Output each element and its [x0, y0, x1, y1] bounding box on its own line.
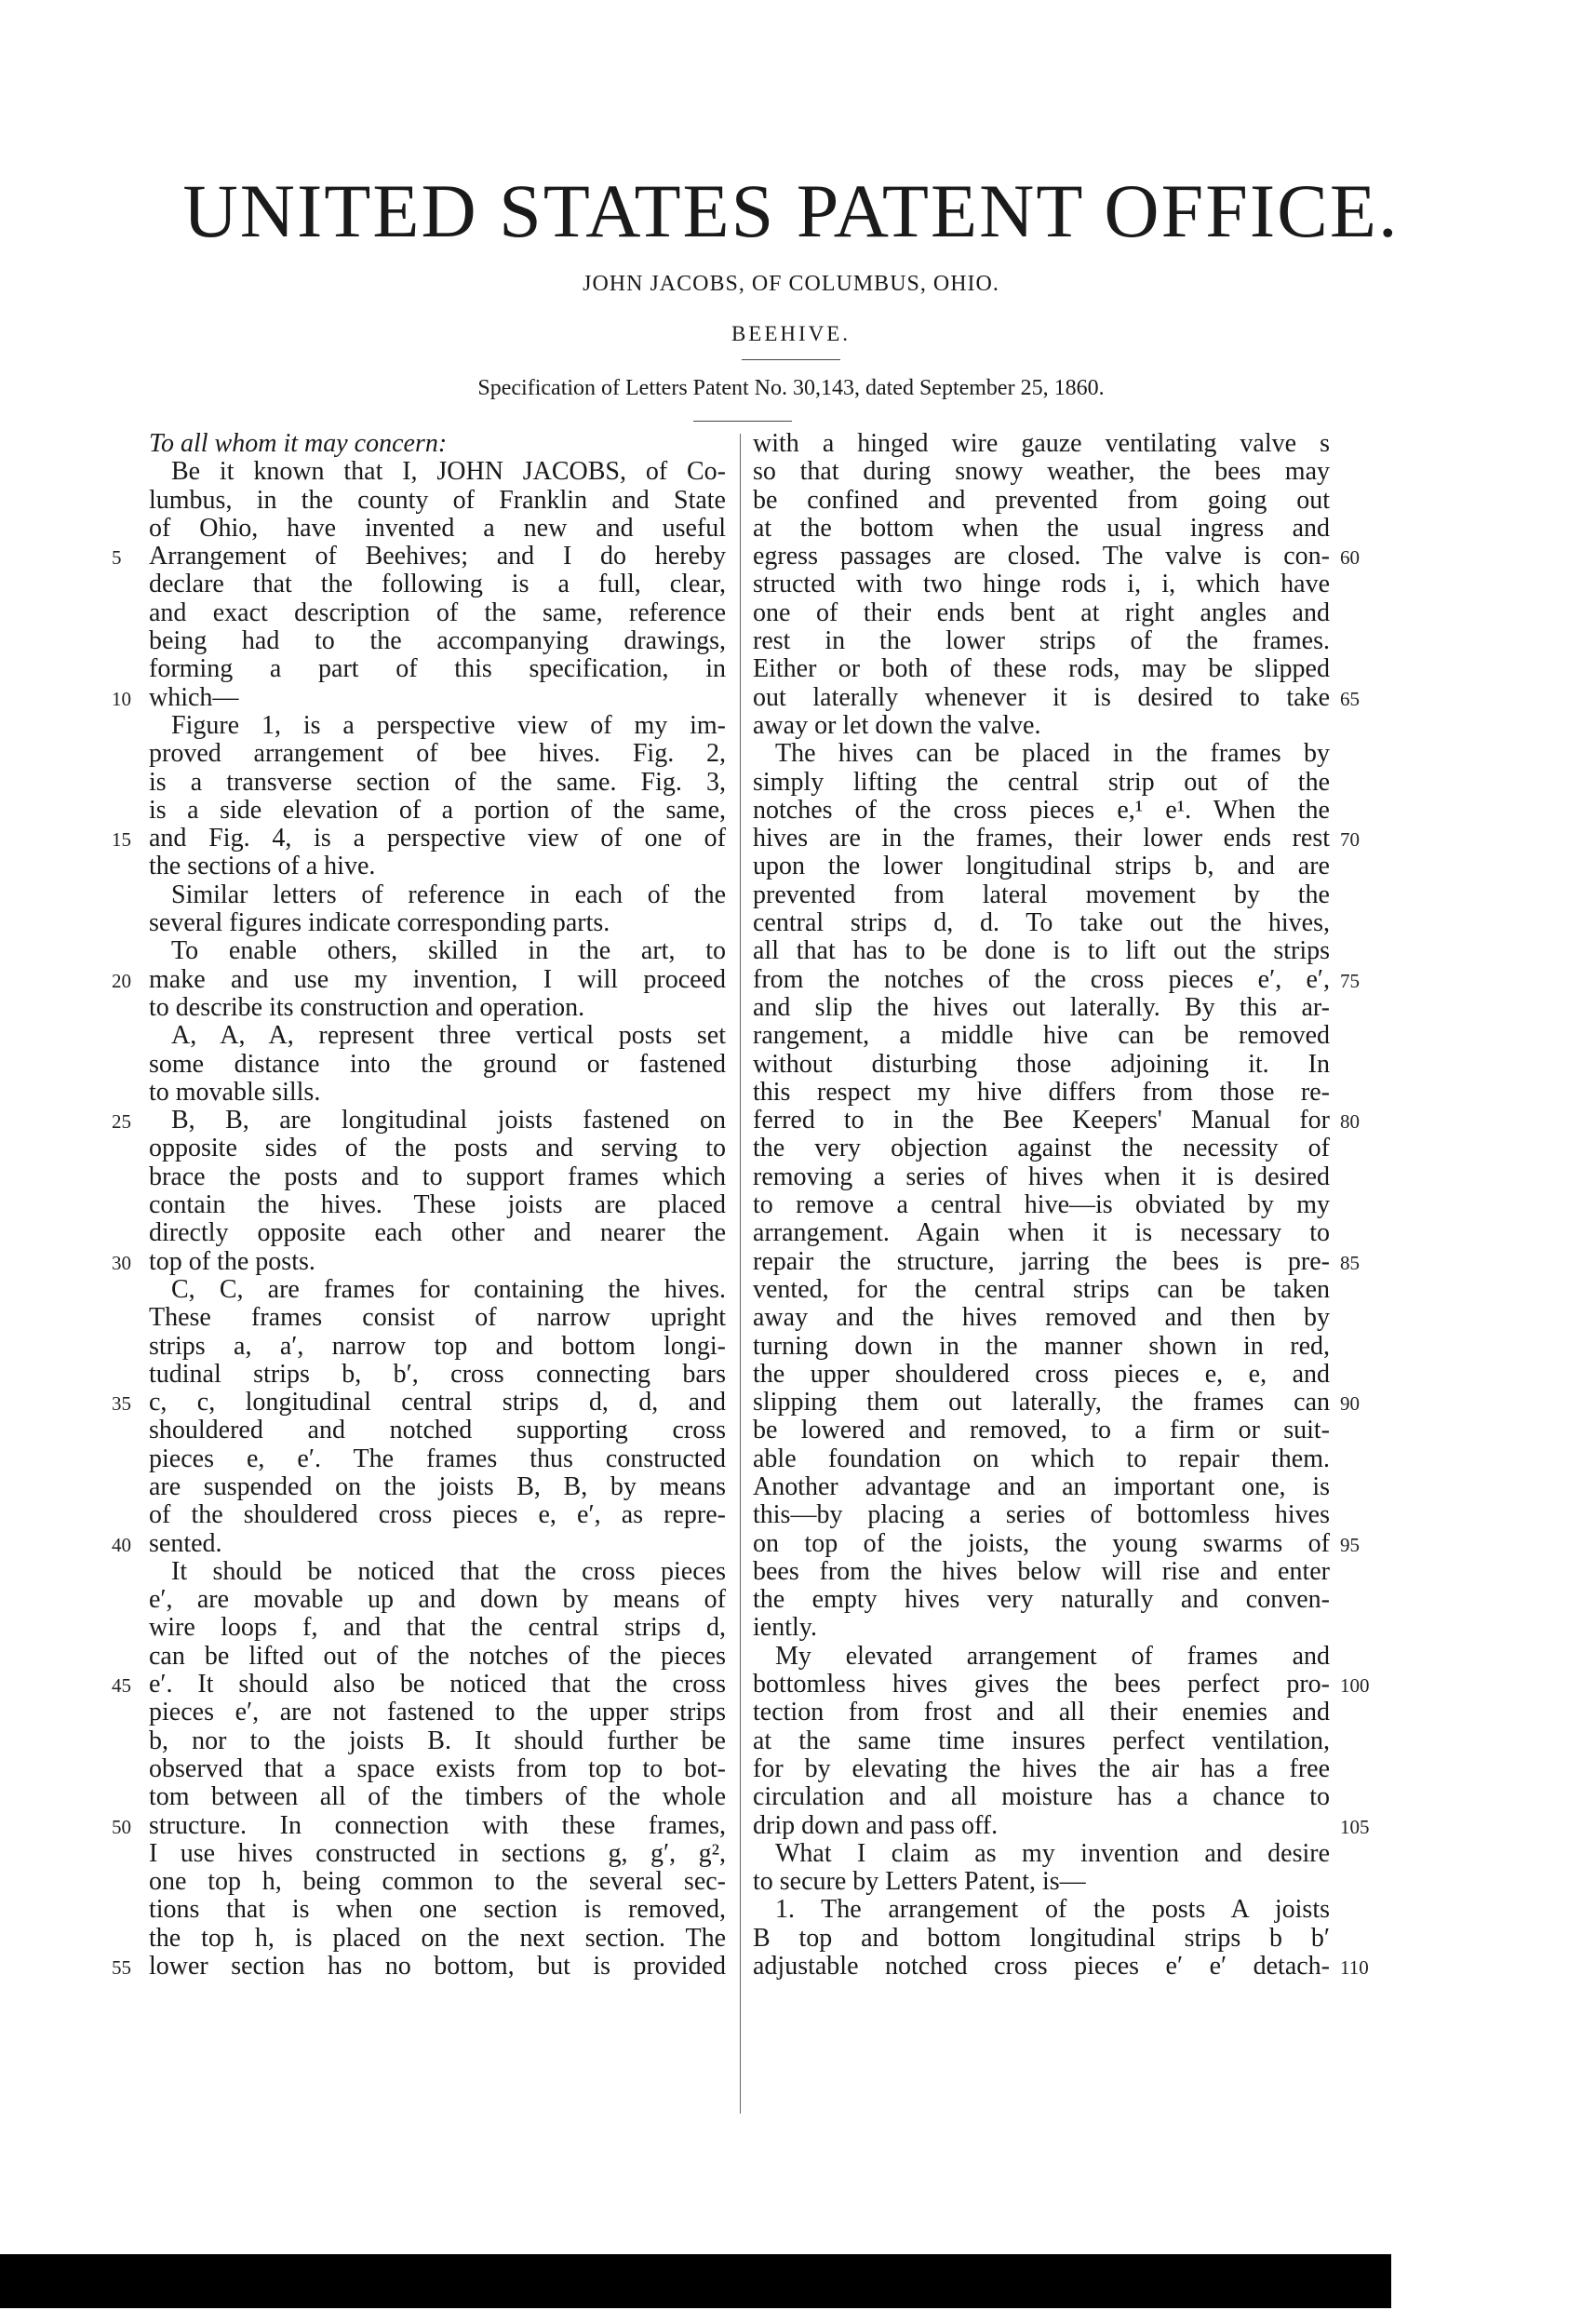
line-number: 10 [112, 687, 131, 710]
text-line: b, nor to the joists B. It should further be [149, 1726, 726, 1755]
office-title: UNITED STATES PATENT OFFICE. [182, 168, 1400, 253]
text-line: which— [149, 682, 239, 712]
text-line: of the shouldered cross pieces e, e′, as repre- [149, 1500, 726, 1530]
text-line: notches of the cross pieces e,¹ e¹. When the [753, 795, 1330, 825]
text-line: is a transverse section of the same. Fig. 3, [149, 767, 726, 797]
text-line: bottomless hives gives the bees perfect pro- [753, 1670, 1330, 1699]
line-number: 105 [1340, 1815, 1370, 1838]
text-line: repair the structure, jarring the bees is pre- [753, 1246, 1330, 1276]
text-line: drip down and pass off. [753, 1810, 999, 1840]
text-line: lumbus, in the county of Franklin and State [149, 485, 726, 515]
text-line: on top of the joists, the young swarms of [753, 1528, 1330, 1558]
line-number: 70 [1340, 828, 1360, 852]
line-number: 75 [1340, 969, 1360, 992]
text-line: To all whom it may concern: [149, 429, 448, 458]
invention-subject: BEEHIVE. [731, 322, 851, 345]
text-line: slipping them out laterally, the frames can [753, 1388, 1330, 1417]
text-line: able foundation on which to repair them. [753, 1444, 1330, 1473]
text-line: away or let down the valve. [753, 710, 1041, 740]
text-line: out laterally whenever it is desired to take [753, 682, 1330, 712]
text-line: the top h, is placed on the next section. The [149, 1923, 726, 1953]
text-line: These frames consist of narrow upright [149, 1303, 726, 1333]
text-line: observed that a space exists from top to bot- [149, 1753, 726, 1783]
text-line: make and use my invention, I will proceed [149, 964, 726, 994]
text-line: structure. In connection with these frames, [149, 1810, 726, 1840]
text-line: opposite sides of the posts and serving to [149, 1134, 726, 1163]
text-line: I use hives constructed in sections g, g′, g², [149, 1838, 726, 1868]
text-line: To enable others, skilled in the art, to [171, 936, 726, 966]
line-number: 100 [1340, 1674, 1370, 1698]
text-line: Arrangement of Beehives; and I do hereby [149, 542, 726, 571]
line-number: 65 [1340, 687, 1360, 710]
text-line: C, C, are frames for containing the hives. [171, 1274, 726, 1304]
text-line: A, A, A, represent three vertical posts set [171, 1021, 726, 1051]
text-line: are suspended on the joists B, B, by means [149, 1471, 726, 1501]
line-number: 30 [112, 1251, 131, 1274]
inventor-line: JOHN JACOBS, OF COLUMBUS, OHIO. [583, 272, 999, 296]
text-line: with a hinged wire gauze ventilating valve s [753, 429, 1330, 458]
text-line: the upper shouldered cross pieces e, e, and [753, 1359, 1330, 1389]
text-line: at the bottom when the usual ingress and [753, 513, 1330, 543]
text-line: The hives can be placed in the frames by [775, 739, 1330, 769]
text-line: bees from the hives below will rise and enter [753, 1556, 1330, 1586]
divider-rule [693, 421, 792, 422]
text-line: Similar letters of reference in each of the [171, 880, 726, 909]
text-line: arrangement. Again when it is necessary to [753, 1218, 1330, 1248]
text-line: Another advantage and an important one, is [753, 1471, 1330, 1501]
line-number: 40 [112, 1533, 131, 1556]
text-line: sented. [149, 1528, 222, 1558]
text-line: egress passages are closed. The valve is con- [753, 542, 1330, 571]
text-line: strips a, a′, narrow top and bottom longi- [149, 1331, 726, 1361]
text-line: 1. The arrangement of the posts A joists [775, 1895, 1330, 1925]
text-line: central strips d, d. To take out the hives, [753, 908, 1330, 938]
text-line: declare that the following is a full, clear, [149, 570, 726, 599]
text-line: iently. [753, 1613, 817, 1643]
text-line: one of their ends bent at right angles and [753, 598, 1330, 627]
text-line: wire loops f, and that the central strips d, [149, 1613, 726, 1643]
text-line: away and the hives removed and then by [753, 1303, 1330, 1333]
text-line: e′. It should also be noticed that the cross [149, 1670, 726, 1699]
text-line: rest in the lower strips of the frames. [753, 626, 1330, 656]
text-line: pieces e′, are not fastened to the upper strips [149, 1698, 726, 1727]
text-line: be confined and prevented from going out [753, 485, 1330, 515]
text-line: Either or both of these rods, may be slipped [753, 654, 1330, 684]
text-line: without disturbing those adjoining it. In [753, 1049, 1330, 1079]
text-line: the sections of a hive. [149, 852, 376, 881]
text-line: being had to the accompanying drawings, [149, 626, 726, 656]
text-line: c, c, longitudinal central strips d, d, and [149, 1388, 726, 1417]
text-line: one top h, being common to the several sec- [149, 1867, 726, 1897]
text-line: turning down in the manner shown in red, [753, 1331, 1330, 1361]
text-line: this respect my hive differs from those re- [753, 1077, 1330, 1107]
text-line: tom between all of the timbers of the whole [149, 1782, 726, 1812]
line-number: 35 [112, 1392, 131, 1416]
text-line: brace the posts and to support frames which [149, 1162, 726, 1191]
text-line: from the notches of the cross pieces e′, e′, [753, 964, 1330, 994]
text-line: directly opposite each other and nearer the [149, 1218, 726, 1248]
text-line: to remove a central hive—is obviated by my [753, 1190, 1330, 1220]
right-text-column [753, 430, 1330, 1981]
text-line: Figure 1, is a perspective view of my im- [171, 710, 726, 740]
text-line: What I claim as my invention and desire [775, 1838, 1330, 1868]
text-line: to secure by Letters Patent, is— [753, 1867, 1086, 1897]
left-text-column [149, 430, 726, 1981]
text-line: rangement, a middle hive can be removed [753, 1021, 1330, 1051]
text-line: all that has to be done is to lift out the strips [753, 936, 1330, 966]
line-number: 85 [1340, 1251, 1360, 1274]
text-line: prevented from lateral movement by the [753, 880, 1330, 909]
divider-rule [742, 359, 840, 360]
text-line: adjustable notched cross pieces e′ e′ detach- [753, 1952, 1330, 1981]
text-line: structed with two hinge rods i, i, which have [753, 570, 1330, 599]
text-line: It should be noticed that the cross pieces [171, 1556, 726, 1586]
line-number: 95 [1340, 1533, 1360, 1556]
text-line: B top and bottom longitudinal strips b b′ [753, 1923, 1330, 1953]
scan-bottom-bar [0, 2254, 1391, 2308]
line-number: 55 [112, 1956, 131, 1980]
line-number: 110 [1340, 1956, 1369, 1980]
text-line: tudinal strips b, b′, cross connecting bars [149, 1359, 726, 1389]
line-number: 25 [112, 1110, 131, 1134]
text-line: e′, are movable up and down by means of [149, 1585, 726, 1615]
text-line: and slip the hives out laterally. By this ar- [753, 992, 1330, 1022]
text-line: B, B, are longitudinal joists fastened on [171, 1106, 726, 1135]
column-divider [740, 434, 741, 2114]
text-line: and exact description of the same, reference [149, 598, 726, 627]
text-line: the empty hives very naturally and conven- [753, 1585, 1330, 1615]
line-number: 60 [1340, 546, 1360, 570]
text-line: be lowered and removed, to a firm or suit- [753, 1416, 1330, 1445]
text-line: top of the posts. [149, 1246, 315, 1276]
line-number: 90 [1340, 1392, 1360, 1416]
text-line: of Ohio, have invented a new and useful [149, 513, 726, 543]
text-line: ferred to in the Bee Keepers' Manual for [753, 1106, 1330, 1135]
text-line: shouldered and notched supporting cross [149, 1416, 726, 1445]
text-line: tions that is when one section is removed, [149, 1895, 726, 1925]
text-line: forming a part of this specification, in [149, 654, 726, 684]
text-line: My elevated arrangement of frames and [775, 1641, 1330, 1671]
text-line: simply lifting the central strip out of the [753, 767, 1330, 797]
text-line: circulation and all moisture has a chance to [753, 1782, 1330, 1812]
text-line: hives are in the frames, their lower ends rest [753, 824, 1330, 853]
text-line: so that during snowy weather, the bees may [753, 457, 1330, 487]
line-number: 50 [112, 1815, 131, 1838]
text-line: upon the lower longitudinal strips b, and are [753, 852, 1330, 881]
text-line: to movable sills. [149, 1077, 321, 1107]
text-line: pieces e, e′. The frames thus constructed [149, 1444, 726, 1473]
text-line: some distance into the ground or fastened [149, 1049, 726, 1079]
line-number: 5 [112, 546, 122, 570]
text-line: several figures indicate corresponding parts. [149, 908, 610, 938]
text-line: removing a series of hives when it is desired [753, 1162, 1330, 1191]
text-line: the very objection against the necessity of [753, 1134, 1330, 1163]
text-line: is a side elevation of a portion of the same, [149, 795, 726, 825]
text-line: tection from frost and all their enemies and [753, 1698, 1330, 1727]
text-line: can be lifted out of the notches of the pieces [149, 1641, 726, 1671]
text-line: to describe its construction and operation. [149, 992, 585, 1022]
text-line: contain the hives. These joists are placed [149, 1190, 726, 1220]
text-line: Be it known that I, JOHN JACOBS, of Co- [171, 457, 726, 487]
line-number: 15 [112, 828, 131, 852]
text-line: and Fig. 4, is a perspective view of one of [149, 824, 726, 853]
text-line: at the same time insures perfect ventilation, [753, 1726, 1330, 1755]
text-line: proved arrangement of bee hives. Fig. 2, [149, 739, 726, 769]
text-line: this—by placing a series of bottomless hives [753, 1500, 1330, 1530]
specification-line: Specification of Letters Patent No. 30,143, dated September 25, 1860. [477, 376, 1105, 400]
text-line: vented, for the central strips can be taken [753, 1274, 1330, 1304]
line-number: 80 [1340, 1110, 1360, 1134]
line-number: 20 [112, 969, 131, 992]
text-line: for by elevating the hives the air has a free [753, 1753, 1330, 1783]
line-number: 45 [112, 1674, 131, 1698]
text-line: lower section has no bottom, but is provided [149, 1952, 726, 1981]
